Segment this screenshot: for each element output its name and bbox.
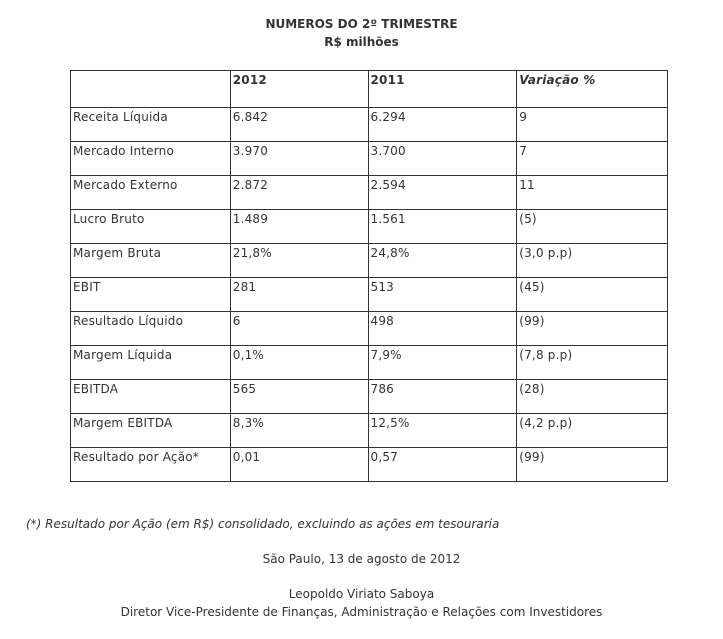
- table-row: [71, 346, 668, 380]
- row-label-cell: Mercado Externo: [71, 176, 231, 210]
- row-label-cell: Mercado Interno: [71, 142, 231, 176]
- row-label-cell: Resultado Líquido: [71, 312, 231, 346]
- variation-cell: (5): [517, 210, 668, 244]
- value-2011-cell: 0,57: [368, 448, 517, 482]
- footnote: (*) Resultado por Ação (em R$) consolidado, excluindo as ações em tesouraria: [26, 517, 500, 531]
- row-label-cell: Receita Líquida: [71, 108, 231, 142]
- table-row: [71, 278, 668, 312]
- signer-name: Leopoldo Viriato Saboya: [288, 587, 435, 601]
- table-row: [71, 176, 668, 210]
- variation-cell: 9: [517, 108, 668, 142]
- variation-cell: (45): [517, 278, 668, 312]
- value-2012-cell: 1.489: [230, 210, 368, 244]
- value-2012-cell: 0,01: [230, 448, 368, 482]
- header-cell-2011: 2011: [368, 71, 517, 108]
- signer-role: Diretor Vice-Presidente de Finanças, Administração e Relações com Investidores: [120, 605, 603, 619]
- value-2012-cell: 3.970: [230, 142, 368, 176]
- value-2012-cell: 565: [230, 380, 368, 414]
- value-2011-cell: 2.594: [368, 176, 517, 210]
- row-label-cell: Margem EBITDA: [71, 414, 231, 448]
- document-subtitle: R$ milhões: [324, 35, 399, 49]
- value-2012-cell: 0,1%: [230, 346, 368, 380]
- variation-cell: (4,2 p.p): [517, 414, 668, 448]
- table-row: [71, 210, 668, 244]
- row-label-cell: Margem Bruta: [71, 244, 231, 278]
- value-2011-cell: 6.294: [368, 108, 517, 142]
- table-row: [71, 312, 668, 346]
- variation-cell: (3,0 p.p): [517, 244, 668, 278]
- table-row: [71, 244, 668, 278]
- value-2012-cell: 8,3%: [230, 414, 368, 448]
- variation-cell: (28): [517, 380, 668, 414]
- header-cell-variation: Variação %: [517, 71, 668, 108]
- row-label-cell: Margem Líquida: [71, 346, 231, 380]
- value-2011-cell: 1.561: [368, 210, 517, 244]
- value-2011-cell: 24,8%: [368, 244, 517, 278]
- value-2011-cell: 12,5%: [368, 414, 517, 448]
- row-label-cell: EBITDA: [71, 380, 231, 414]
- value-2011-cell: 786: [368, 380, 517, 414]
- table-row: [71, 142, 668, 176]
- place-date: São Paulo, 13 de agosto de 2012: [262, 552, 461, 566]
- table-header-row: [71, 71, 668, 108]
- document-title: NUMEROS DO 2º TRIMESTRE: [265, 17, 458, 31]
- value-2012-cell: 6.842: [230, 108, 368, 142]
- value-2012-cell: 21,8%: [230, 244, 368, 278]
- financial-table: [70, 70, 668, 482]
- table-row: [71, 108, 668, 142]
- value-2011-cell: 513: [368, 278, 517, 312]
- variation-cell: (99): [517, 312, 668, 346]
- header-cell: [71, 71, 231, 108]
- variation-cell: (7,8 p.p): [517, 346, 668, 380]
- table-row: [71, 414, 668, 448]
- table-row: [71, 448, 668, 482]
- value-2012-cell: 2.872: [230, 176, 368, 210]
- header-cell-2012: 2012: [230, 71, 368, 108]
- variation-cell: 7: [517, 142, 668, 176]
- variation-cell: 11: [517, 176, 668, 210]
- value-2011-cell: 498: [368, 312, 517, 346]
- value-2012-cell: 281: [230, 278, 368, 312]
- value-2011-cell: 7,9%: [368, 346, 517, 380]
- table-row: [71, 380, 668, 414]
- variation-cell: (99): [517, 448, 668, 482]
- row-label-cell: Resultado por Ação*: [71, 448, 231, 482]
- value-2011-cell: 3.700: [368, 142, 517, 176]
- value-2012-cell: 6: [230, 312, 368, 346]
- row-label-cell: Lucro Bruto: [71, 210, 231, 244]
- row-label-cell: EBIT: [71, 278, 231, 312]
